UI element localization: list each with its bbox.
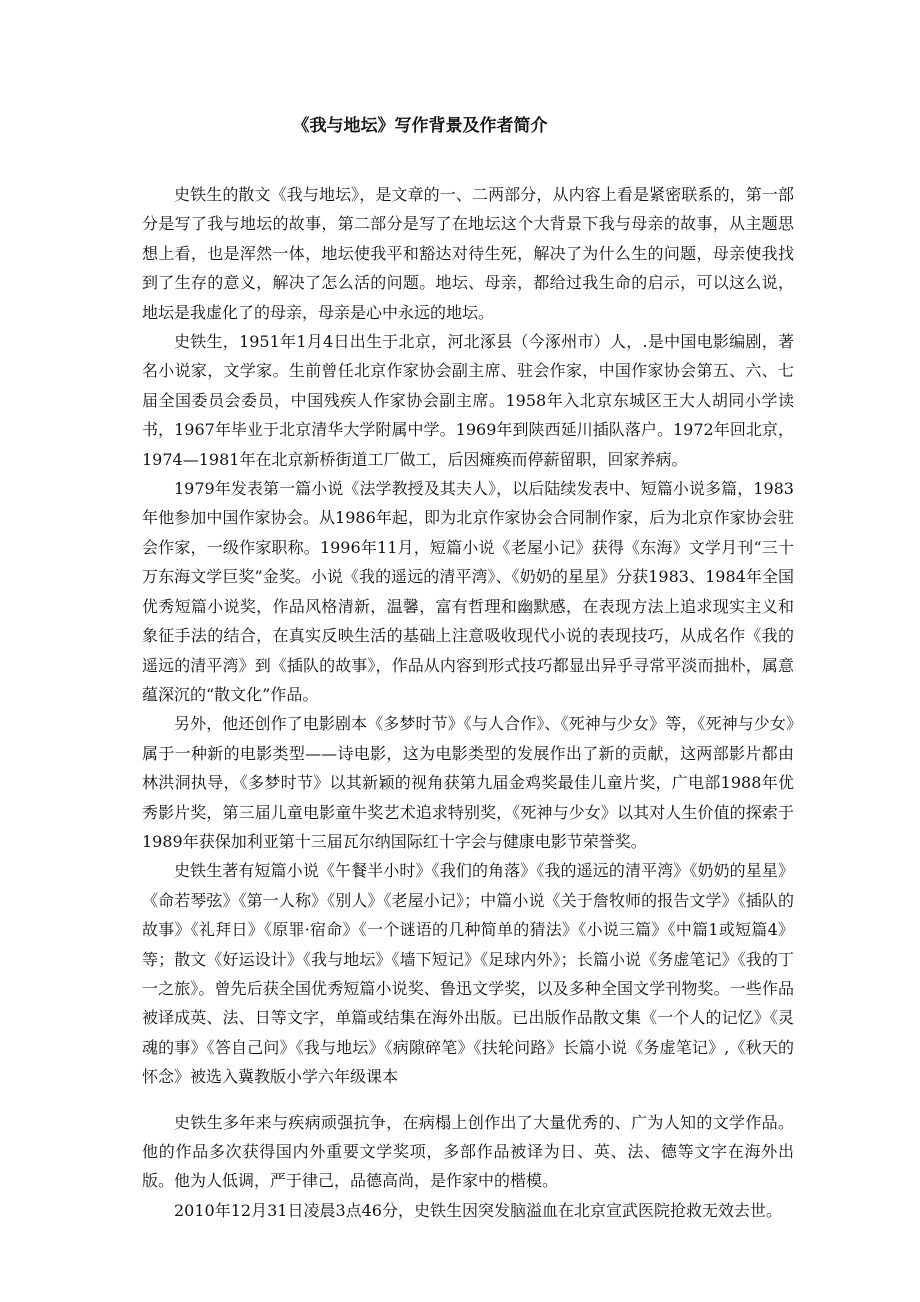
document-body (142, 180, 794, 1225)
paragraph-legacy: 史铁生多年来与疾病顽强抗争，在病榻上创作出了大量优秀的、广为人知的文学作品。他的作品多次获得国内外重要文学奖项，多部作品被译为日、英、法、德等文字在海外出版。他为人低调，严于律己，品德高尚，是作家中的楷模。 (142, 1112, 794, 1191)
paragraph-film: 另外，他还创作了电影剧本《多梦时节》《与人合作》、《死神与少女》等，《死神与少女》属于一种新的电影类型——诗电影，这为电影类型的发展作出了新的贡献，这两部影片都由林洪洞执导，《多梦时节》以其新颖的视角获第九届金鸡奖最佳儿童片奖，广电部1988年优秀影片奖，第三届儿童电影童牛奖艺术追求特别奖，《死神与少女》以其对人生价值的探索于1989年获保加利亚第十三届瓦尔纳国际红十字会与健康电影节荣誉奖。 (142, 714, 794, 851)
document-title: 《我与地坛》写作背景及作者简介 (292, 116, 548, 136)
paragraph-intro: 史铁生的散文《我与地坛》，是文章的一、二两部分，从内容上看是紧密联系的，第一部分是写了我与地坛的故事，第二部分是写了在地坛这个大背景下我与母亲的故事，从主题思想上看，也是浑然一体，地坛使我平和豁达对待生死，解决了为什么生的问题，母亲使我找到了生存的意义，解决了怎么活的问题。地坛、母亲，都给过我生命的启示，可以这么说，地坛是我虚化了的母亲，母亲是心中永远的地坛。 (142, 185, 794, 322)
paragraph-gap (142, 1092, 794, 1108)
paragraph-career: 1979年发表第一篇小说《法学教授及其夫人》，以后陆续发表中、短篇小说多篇，1983年他参加中国作家协会。从1986年起，即为北京作家协会合同制作家，后为北京作家协会驻会作家，一级作家职称。1996年11月，短篇小说《老屋小记》获得《东海》文学月刊“三十万东海文学巨奖”金奖。小说《我的遥远的清平湾》、《奶奶的星星》分获1983、1984年全国优秀短篇小说奖，作品风格清新，温馨，富有哲理和幽默感，在表现方法上追求现实主义和象征手法的结合，在真实反映生活的基础上注意吸收现代小说的表现技巧，从成名作《我的遥远的清平湾》到《插队的故事》，作品从内容到形式技巧都显出异乎寻常平淡而拙朴，属意蕴深沉的“散文化”作品。 (142, 479, 794, 704)
paragraph-works: 史铁生著有短篇小说《午餐半小时》《我们的角落》《我的遥远的清平湾》《奶奶的星星》《命若琴弦》《第一人称》《别人》《老屋小记》；中篇小说《关于詹牧师的报告文学》《插队的故事》《礼拜日》《原罪·宿命》《一个谜语的几种简单的猜法》《小说三篇》《中篇1或短篇4》等；散文《好运设计》《我与地坛》《墙下短记》《足球内外》；长篇小说《务虚笔记》《我的丁一之旅》。曾先后获全国优秀短篇小说奖、鲁迅文学奖，以及多种全国文学刊物奖。一些作品被译成英、法、日等文字，单篇或结集在海外出版。已出版作品散文集《一个人的记忆》《灵魂的事》《答自己问》《我与地坛》《病隙碎笔》《扶轮问路》长篇小说《务虚笔记》,《秋天的怀念》被选入冀教版小学六年级课本 (142, 861, 794, 1087)
paragraph-death: 2010年12月31日凌晨3点46分，史铁生因突发脑溢血在北京宣武医院抢救无效去世。 (174, 1200, 782, 1220)
paragraph-biography: 史铁生，1951年1月4日出生于北京，河北涿县（今涿州市）人，.是中国电影编剧，著名小说家，文学家。生前曾任北京作家协会副主席、驻会作家，中国作家协会第五、六、七届全国委员会委员，中国残疾人作家协会副主席。1958年入北京东城区王大人胡同小学读书，1967年毕业于北京清华大学附属中学。1969年到陕西延川插队落户。1972年回北京，1974—1981年在北京新桥街道工厂做工，后因瘫痪而停薪留职，回家养病。 (142, 332, 794, 469)
